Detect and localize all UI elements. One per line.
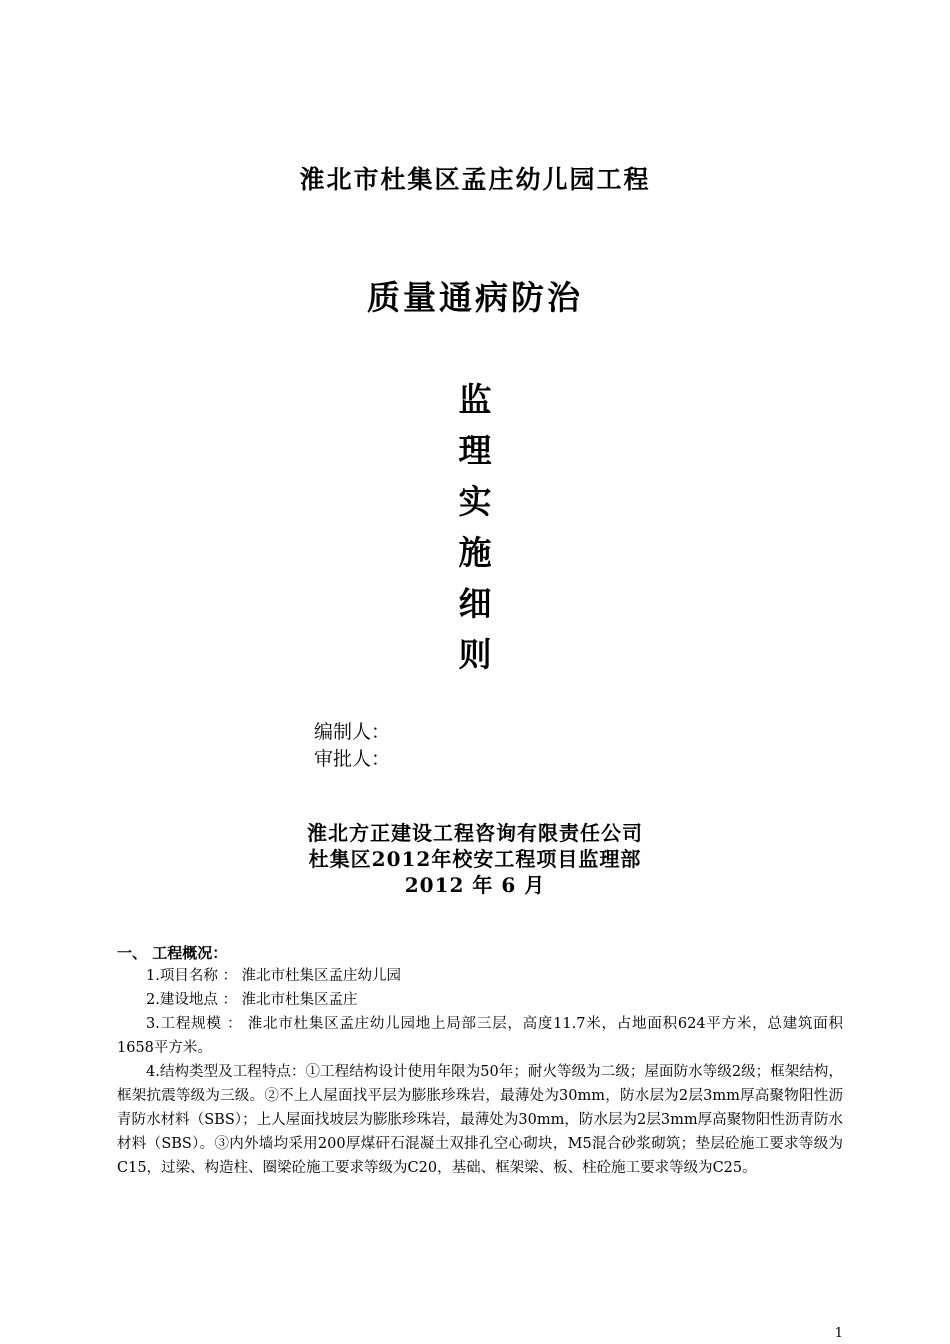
paragraph: 3.工程规模 ： 淮北市杜集区孟庄幼儿园地上局部三层，高度11.7米，占地面积624平方米，总建筑面积1658平方米。: [117, 1016, 843, 1056]
document-date: 2012 年 6 月: [404, 873, 546, 897]
department-name: 杜集区2012年校安工程项目监理部: [308, 847, 642, 871]
vertical-title-char: 监: [458, 380, 492, 419]
vertical-title-char: 则: [458, 635, 492, 674]
paragraph: 1.项目名称 ： 淮北市杜集区孟庄幼儿园: [146, 968, 402, 984]
project-title: 淮北市杜集区孟庄幼儿园工程: [299, 165, 651, 194]
paragraph: 2.建设地点 ： 淮北市杜集区孟庄: [146, 992, 358, 1008]
vertical-title-char: 理: [458, 431, 492, 470]
organization-name: 淮北方正建设工程咨询有限责任公司: [307, 821, 643, 845]
paragraph: 4.结构类型及工程特点：①工程结构设计使用年限为50年；耐火等级为二级；屋面防水等级2级；框架结构，框架抗震等级为三级。②不上人屋面找平层为膨胀珍珠岩，最薄处为30mm，防水层为2层3mm厚高聚物阳性沥青防水材料（SBS）；上人屋面找坡层为膨胀珍珠岩，最薄处为30mm，防水层为2层3mm厚高聚物阳性沥青防水材料（SBS）。③内外墙均采用200厚煤矸石混凝土双排孔空心砌块，M5混合砂浆砌筑；垫层砼施工要求等级为C15，过梁、构造柱、圈梁砼施工要求等级为C20，基础、框架梁、板、柱砼施工要求等级为C25。: [117, 1064, 843, 1176]
vertical-title-char: 细: [458, 584, 492, 623]
vertical-title-char: 施: [458, 533, 492, 572]
section-heading: 一、 工程概况：: [117, 944, 228, 962]
approver-label: 审批人：: [314, 748, 391, 770]
page-number: 1: [834, 1326, 843, 1341]
document-title: 质量通病防治: [367, 278, 583, 317]
compiler-label: 编制人：: [314, 721, 391, 743]
section-body: [117, 964, 843, 1180]
vertical-title-char: 实: [458, 482, 492, 521]
